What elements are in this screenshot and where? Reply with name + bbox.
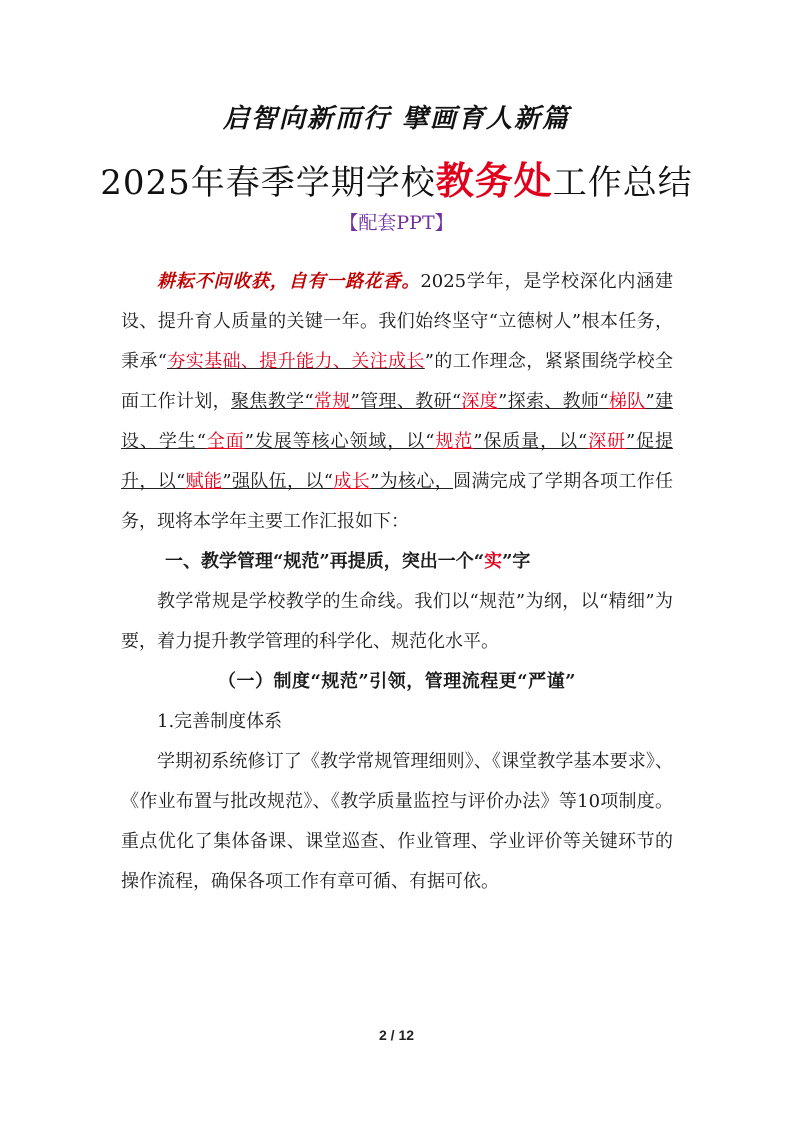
focus-text-9: ”为核心， xyxy=(370,471,454,492)
focus-text-8: ”强队伍，以“ xyxy=(222,471,333,492)
document-body xyxy=(121,262,673,902)
item-1-paragraph: 学期初系统修订了《教学常规管理细则》、《课堂教学基本要求》、《作业布置与批改规范》、《教学质量监控与评价办法》等10项制度。重点优化了集体备课、课堂巡查、作业管理、学业评价等关键环节的操作流程，确保各项工作有章可循、有据可依。 xyxy=(121,751,673,892)
focus-keyword-research: 深研 xyxy=(587,431,626,452)
focus-text-1: 聚焦教学“ xyxy=(231,391,314,412)
focus-keyword-comprehensive: 全面 xyxy=(205,431,245,452)
focus-text-2: ”管理、教研“ xyxy=(350,391,462,412)
focus-text-7: ”促提升，以“ xyxy=(121,431,674,492)
item-title-1: 1.完善制度体系 xyxy=(157,711,283,732)
focus-keyword-routine: 常规 xyxy=(313,391,351,412)
intro-text-2: ”的工作理念，紧紧围绕学校全面工作计划， xyxy=(121,351,674,412)
focus-keyword-growth: 成长 xyxy=(332,471,371,492)
focus-text-6: ”保质量，以“ xyxy=(473,431,588,452)
document-subtitle: 启智向新而行 擘画育人新篇 xyxy=(222,104,571,134)
section-heading-text-start: 一、教学管理“规范”再提质，突出一个“ xyxy=(165,551,485,572)
page-number: 2 / 12 xyxy=(378,1027,415,1043)
ppt-label: 【配套PPT】 xyxy=(339,212,454,234)
title-highlight: 教务处 xyxy=(435,158,553,203)
intro-paragraph xyxy=(121,262,673,542)
focus-keyword-echelon: 梯队 xyxy=(608,391,646,412)
focus-text-3: ”探索、教师“ xyxy=(498,391,609,412)
focus-keyword-depth: 深度 xyxy=(461,391,499,412)
document-title xyxy=(0,150,793,205)
intro-motto: 耕耘不问收获，自有一路花香。 xyxy=(157,271,421,292)
focus-keyword-standard: 规范 xyxy=(434,431,474,452)
subsection-heading-1: （一）制度“规范”引领，管理流程更“严谨” xyxy=(218,671,576,692)
intro-text-3: 圆满完成了学期各项工作任务，现将本学年主要工作汇报如下： xyxy=(121,471,674,532)
title-text-end: 工作总结 xyxy=(552,163,693,203)
section-heading-text-end: ”字 xyxy=(502,551,531,572)
focus-text-5: ”发展等核心领域，以“ xyxy=(244,431,435,452)
section-heading-keyword: 实 xyxy=(484,551,503,572)
intro-keyword-concept: 夯实基础、提升能力、关注成长 xyxy=(166,351,425,372)
title-text-start: 2025年春季学期学校 xyxy=(100,163,436,203)
intro-text-1: 2025学年，是学校深化内涵建设、提升育人质量的关键一年。我们始终坚守“立德树人”根本任务，秉承“ xyxy=(121,271,674,372)
focus-text-4: ”建设、学生“ xyxy=(121,391,674,452)
section-heading-1 xyxy=(121,542,673,582)
focus-keyword-empower: 赋能 xyxy=(185,471,223,492)
section-1-paragraph: 教学常规是学校教学的生命线。我们以“规范”为纲，以“精细”为要，着力提升教学管理的科学化、规范化水平。 xyxy=(121,591,673,652)
